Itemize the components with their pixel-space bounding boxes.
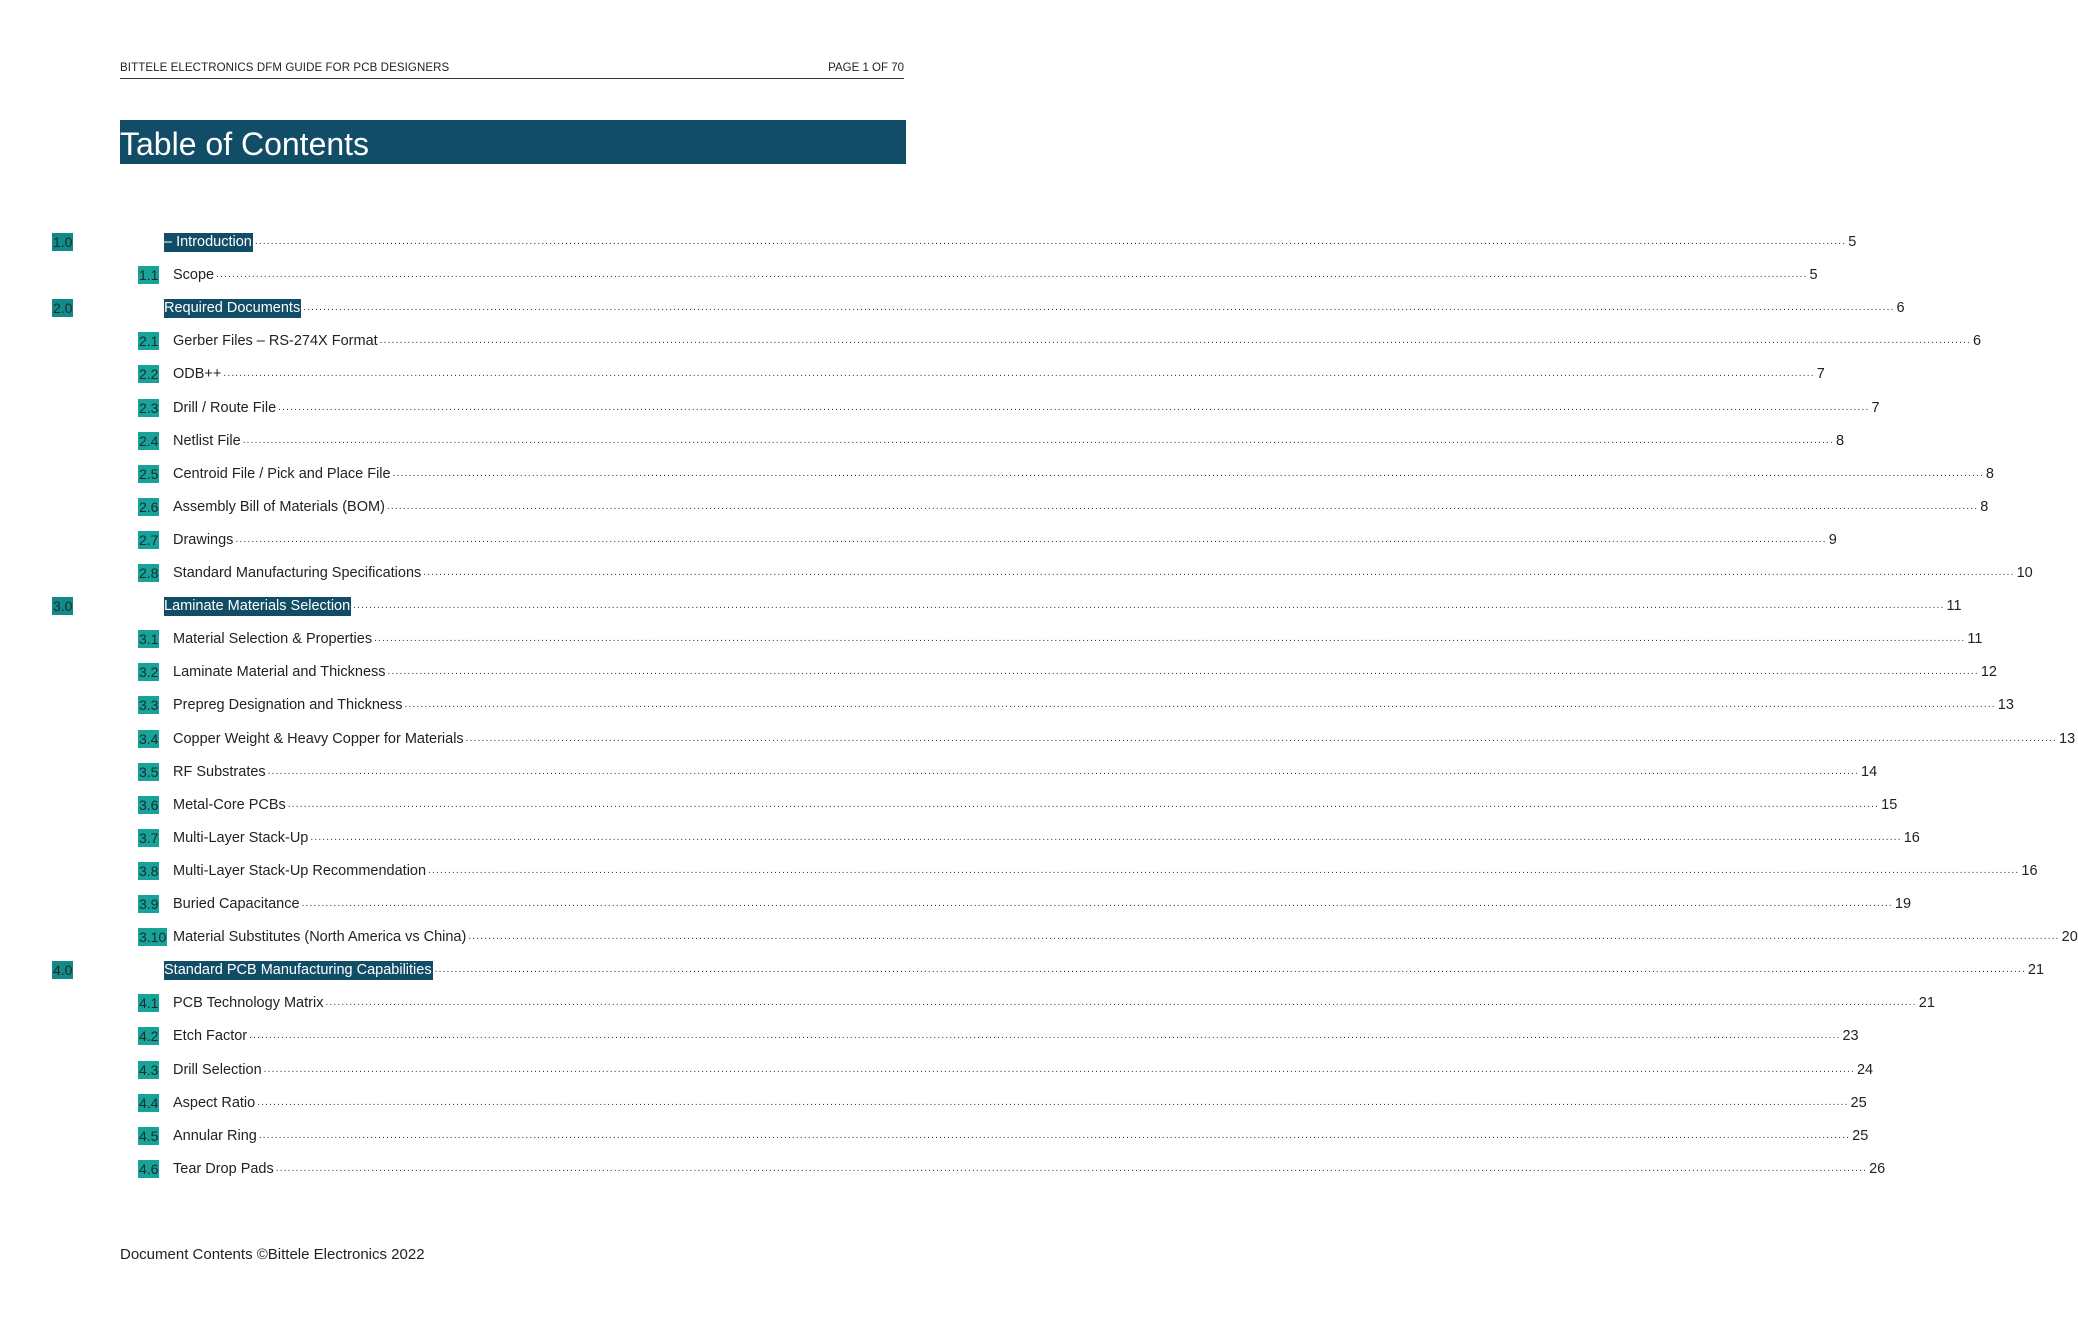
toc-entry-number: 3.3 bbox=[139, 697, 159, 714]
toc-entry[interactable] bbox=[0, 1093, 1867, 1113]
toc-entry-label[interactable]: Material Substitutes (North America vs China) bbox=[173, 929, 467, 946]
toc-entry[interactable] bbox=[0, 298, 1905, 318]
toc-entry-label[interactable]: Laminate Material and Thickness bbox=[173, 664, 386, 681]
toc-entry-label[interactable]: Metal-Core PCBs bbox=[173, 796, 286, 813]
toc-entry[interactable] bbox=[0, 960, 2045, 980]
toc-entry[interactable] bbox=[0, 1159, 1886, 1179]
toc-entry-page: 21 bbox=[2027, 962, 2045, 979]
toc-entry-page: 21 bbox=[1918, 995, 1935, 1012]
toc-entry-number: 4.2 bbox=[139, 1028, 159, 1045]
toc-entry-label[interactable]: Prepreg Designation and Thickness bbox=[173, 697, 403, 714]
toc-entry-number: 1.1 bbox=[139, 267, 159, 284]
toc-entry-page: 11 bbox=[1967, 631, 1983, 648]
toc-entry-number: 2.5 bbox=[139, 465, 159, 482]
toc-entry-label[interactable]: ODB++ bbox=[173, 366, 222, 383]
toc-entry[interactable] bbox=[0, 331, 1982, 351]
toc-entry-line[interactable] bbox=[164, 596, 1962, 616]
toc-entry-label[interactable]: Laminate Materials Selection bbox=[164, 598, 351, 615]
toc-entry[interactable] bbox=[0, 993, 1935, 1013]
toc-entry-page: 25 bbox=[1850, 1094, 1867, 1111]
toc-entry[interactable] bbox=[0, 927, 2078, 947]
toc-entry-number: 2.8 bbox=[139, 565, 159, 581]
toc-entry[interactable] bbox=[0, 795, 1898, 815]
toc-entry-line[interactable] bbox=[173, 331, 1982, 351]
toc-entry-page: 6 bbox=[1973, 333, 1982, 350]
dot-leader: ................................................................................................................................................................................................................................................................................................................................................................................................................ bbox=[434, 964, 2026, 976]
toc-entry-number: 2.7 bbox=[139, 531, 159, 548]
toc-entry-line[interactable] bbox=[173, 1126, 1869, 1146]
toc-entry-label[interactable]: Standard PCB Manufacturing Capabilities bbox=[164, 962, 432, 979]
toc-entry-label[interactable]: Drill Selection bbox=[173, 1061, 262, 1078]
toc-entry-number: 1.0 bbox=[53, 234, 73, 250]
toc-entry-line[interactable] bbox=[173, 795, 1898, 815]
dot-leader: ................................................................................................................................................................................................................................................................................................................................................................................................................ bbox=[235, 533, 1827, 545]
toc-entry-line[interactable] bbox=[173, 629, 1983, 649]
dot-leader: ................................................................................................................................................................................................................................................................................................................................................................................................................ bbox=[254, 236, 1847, 247]
toc-entry[interactable] bbox=[0, 1060, 1874, 1080]
dot-leader: ................................................................................................................................................................................................................................................................................................................................................................................................................ bbox=[278, 401, 1870, 413]
toc-entry-line[interactable] bbox=[173, 431, 1845, 451]
toc-entry-label[interactable]: Aspect Ratio bbox=[173, 1094, 256, 1111]
toc-entry-number: 3.2 bbox=[139, 664, 159, 681]
toc-entry-page: 13 bbox=[1997, 697, 2014, 714]
dot-leader: ................................................................................................................................................................................................................................................................................................................................................................................................................ bbox=[258, 1129, 1851, 1141]
toc-entry[interactable] bbox=[0, 861, 2038, 881]
toc-entry[interactable] bbox=[0, 762, 1878, 782]
toc-entry-label[interactable]: Centroid File / Pick and Place File bbox=[173, 465, 391, 482]
toc-entry-number: 2.3 bbox=[139, 399, 159, 416]
toc-entry-line[interactable] bbox=[164, 960, 2045, 980]
toc-entry-line[interactable] bbox=[173, 729, 2076, 749]
toc-entry-label[interactable]: Netlist File bbox=[173, 432, 241, 449]
toc-entry-number: 2.1 bbox=[139, 333, 159, 350]
toc-entry-line[interactable] bbox=[173, 993, 1935, 1013]
toc-entry[interactable] bbox=[0, 497, 1989, 517]
toc-entry-number: 4.6 bbox=[139, 1160, 159, 1177]
dot-leader: ................................................................................................................................................................................................................................................................................................................................................................................................................ bbox=[423, 567, 2015, 578]
toc-entry-number: 3.7 bbox=[139, 829, 159, 846]
dot-leader: ................................................................................................................................................................................................................................................................................................................................................................................................................ bbox=[303, 302, 1895, 314]
dot-leader: ................................................................................................................................................................................................................................................................................................................................................................................................................ bbox=[386, 500, 1979, 512]
toc-entry-label[interactable]: Assembly Bill of Materials (BOM) bbox=[173, 498, 385, 515]
toc-entry-label[interactable]: Multi-Layer Stack-Up Recommendation bbox=[173, 862, 427, 879]
toc-entry-line[interactable] bbox=[173, 894, 1912, 914]
dot-leader: ................................................................................................................................................................................................................................................................................................................................................................................................................ bbox=[387, 666, 1979, 678]
toc-entry[interactable] bbox=[0, 464, 1994, 484]
toc-entry-line[interactable] bbox=[173, 364, 1825, 384]
toc-entry-label[interactable]: Tear Drop Pads bbox=[173, 1160, 274, 1177]
toc-entry[interactable] bbox=[0, 563, 2033, 583]
toc-entry-page: 14 bbox=[1861, 763, 1878, 780]
toc-entry-page: 5 bbox=[1809, 267, 1818, 284]
document-title-header: BITTELE ELECTRONICS DFM GUIDE FOR PCB DESIGNERS bbox=[120, 62, 450, 74]
toc-entry[interactable] bbox=[0, 431, 1845, 451]
dot-leader: ................................................................................................................................................................................................................................................................................................................................................................................................................ bbox=[310, 831, 1902, 843]
dot-leader: ................................................................................................................................................................................................................................................................................................................................................................................................................ bbox=[257, 1096, 1849, 1108]
dot-leader: ................................................................................................................................................................................................................................................................................................................................................................................................................ bbox=[468, 931, 2060, 943]
dot-leader: ................................................................................................................................................................................................................................................................................................................................................................................................................ bbox=[353, 600, 1945, 612]
toc-entry-page: 7 bbox=[1816, 366, 1825, 383]
toc-entry-page: 20 bbox=[2061, 929, 2078, 946]
toc-entry-number: 4.0 bbox=[53, 962, 73, 979]
toc-entry-page: 7 bbox=[1871, 399, 1880, 416]
toc-entry[interactable] bbox=[0, 398, 1880, 418]
toc-entry-page: 12 bbox=[1980, 664, 1997, 681]
toc-entry-label[interactable]: Copper Weight & Heavy Copper for Materials bbox=[173, 730, 464, 747]
dot-leader: ................................................................................................................................................................................................................................................................................................................................................................................................................ bbox=[249, 1030, 1841, 1042]
toc-entry-label[interactable]: Drawings bbox=[173, 531, 234, 548]
page-number-header: PAGE 1 OF 70 bbox=[828, 62, 904, 74]
toc-entry-label[interactable]: Multi-Layer Stack-Up bbox=[173, 829, 309, 846]
toc-entry-label[interactable]: Drill / Route File bbox=[173, 399, 277, 416]
toc-entry[interactable] bbox=[0, 894, 1912, 914]
toc-entry-line[interactable] bbox=[173, 695, 2014, 715]
toc-entry-number: 3.9 bbox=[139, 896, 159, 912]
toc-entry-number: 3.6 bbox=[139, 796, 159, 813]
toc-entry-number: 2.6 bbox=[139, 498, 159, 515]
toc-entry-number: 4.4 bbox=[139, 1094, 159, 1111]
toc-entry-page: 13 bbox=[2059, 730, 2076, 747]
toc-entry[interactable] bbox=[0, 530, 1837, 550]
toc-entry-page: 9 bbox=[1828, 531, 1837, 548]
toc-entry-label[interactable]: Standard Manufacturing Specifications bbox=[173, 565, 422, 581]
toc-entry-label[interactable]: RF Substrates bbox=[173, 763, 266, 780]
toc-entry[interactable] bbox=[0, 1126, 1869, 1146]
dot-leader: ................................................................................................................................................................................................................................................................................................................................................................................................................ bbox=[275, 1162, 1868, 1174]
toc-entry[interactable] bbox=[0, 265, 1818, 285]
toc-entry[interactable] bbox=[0, 232, 1857, 252]
toc-entry-label[interactable]: Material Selection & Properties bbox=[173, 631, 373, 648]
dot-leader: ................................................................................................................................................................................................................................................................................................................................................................................................................ bbox=[263, 1063, 1855, 1075]
dot-leader: ................................................................................................................................................................................................................................................................................................................................................................................................................ bbox=[392, 467, 1984, 479]
dot-leader: ................................................................................................................................................................................................................................................................................................................................................................................................................ bbox=[404, 699, 1996, 711]
dot-leader: ................................................................................................................................................................................................................................................................................................................................................................................................................ bbox=[428, 864, 2020, 876]
toc-entry-page: 15 bbox=[1881, 796, 1898, 813]
page-footer: Document Contents ©Bittele Electronics 2022 bbox=[120, 1246, 425, 1263]
toc-entry-number: 2.2 bbox=[139, 366, 159, 383]
toc-entry-number: 3.10 bbox=[139, 929, 167, 946]
toc-entry-label[interactable]: Annular Ring bbox=[173, 1127, 257, 1144]
toc-entry-line[interactable] bbox=[173, 662, 1997, 682]
toc-entry-label[interactable]: Buried Capacitance bbox=[173, 896, 300, 912]
toc-entry[interactable] bbox=[0, 1026, 1859, 1046]
toc-entry-page: 16 bbox=[2021, 862, 2038, 879]
toc-entry[interactable] bbox=[0, 828, 1920, 848]
toc-entry-label[interactable]: Scope bbox=[173, 267, 215, 284]
toc-entry-page: 10 bbox=[2016, 565, 2033, 581]
toc-entry-line[interactable] bbox=[164, 298, 1905, 318]
toc-entry[interactable] bbox=[0, 662, 1997, 682]
toc-entry-number: 2.4 bbox=[139, 432, 159, 449]
toc-entry-page: 25 bbox=[1852, 1127, 1869, 1144]
dot-leader: ................................................................................................................................................................................................................................................................................................................................................................................................................ bbox=[287, 798, 1880, 810]
toc-entry-line[interactable] bbox=[173, 530, 1837, 550]
dot-leader: ................................................................................................................................................................................................................................................................................................................................................................................................................ bbox=[374, 633, 1966, 645]
toc-entry-page: 24 bbox=[1856, 1061, 1874, 1078]
toc-entry-line[interactable] bbox=[173, 464, 1994, 484]
toc-entry-line[interactable] bbox=[173, 1093, 1867, 1113]
toc-entry-line[interactable] bbox=[173, 762, 1878, 782]
toc-entry-line[interactable] bbox=[173, 1026, 1859, 1046]
toc-entry-line[interactable] bbox=[173, 1060, 1874, 1080]
toc-entry-label[interactable]: PCB Technology Matrix bbox=[173, 995, 324, 1012]
toc-entry-page: 5 bbox=[1848, 234, 1857, 250]
toc-entry-page: 26 bbox=[1869, 1160, 1886, 1177]
toc-entry-page: 23 bbox=[1842, 1028, 1859, 1045]
dot-leader: ................................................................................................................................................................................................................................................................................................................................................................................................................ bbox=[216, 269, 1808, 281]
dot-leader: ................................................................................................................................................................................................................................................................................................................................................................................................................ bbox=[465, 732, 2057, 744]
toc-entry-line[interactable] bbox=[173, 927, 2078, 947]
toc-entry-page: 6 bbox=[1896, 300, 1905, 317]
toc-entry-number: 3.8 bbox=[139, 862, 159, 879]
toc-entry-line[interactable] bbox=[164, 232, 1857, 252]
toc-entry-line[interactable] bbox=[173, 1159, 1886, 1179]
dot-leader: ................................................................................................................................................................................................................................................................................................................................................................................................................ bbox=[242, 434, 1835, 446]
toc-entry[interactable] bbox=[0, 596, 1962, 616]
dot-leader: ................................................................................................................................................................................................................................................................................................................................................................................................................ bbox=[301, 898, 1893, 909]
toc-entry[interactable] bbox=[0, 695, 2014, 715]
toc-entry-number: 4.1 bbox=[139, 995, 159, 1012]
toc-entry-number: 4.5 bbox=[139, 1127, 159, 1144]
dot-leader: ................................................................................................................................................................................................................................................................................................................................................................................................................ bbox=[223, 368, 1815, 380]
toc-entry-number: 3.4 bbox=[139, 730, 159, 747]
toc-entry-number: 3.5 bbox=[139, 763, 159, 780]
toc-entry[interactable] bbox=[0, 629, 1983, 649]
toc-entry-line[interactable] bbox=[173, 828, 1920, 848]
toc-entry-page: 19 bbox=[1894, 896, 1912, 912]
toc-entry-number: 3.1 bbox=[139, 631, 159, 648]
page-header bbox=[120, 62, 904, 79]
dot-leader: ................................................................................................................................................................................................................................................................................................................................................................................................................ bbox=[379, 335, 1972, 347]
toc-entry-label[interactable]: Required Documents bbox=[164, 300, 301, 317]
toc-entry-line[interactable] bbox=[173, 497, 1989, 517]
toc-entry-number: 3.0 bbox=[53, 598, 73, 615]
toc-entry-line[interactable] bbox=[173, 265, 1818, 285]
toc-entry-label[interactable]: Etch Factor bbox=[173, 1028, 248, 1045]
toc-entry-page: 8 bbox=[1985, 465, 1994, 482]
toc-entry[interactable] bbox=[0, 729, 2076, 749]
dot-leader: ................................................................................................................................................................................................................................................................................................................................................................................................................ bbox=[325, 997, 1917, 1009]
toc-title-banner bbox=[120, 120, 906, 164]
toc-entry-number: 4.3 bbox=[139, 1061, 159, 1078]
toc-entry-page: 16 bbox=[1903, 829, 1920, 846]
toc-entry-label[interactable]: – Introduction bbox=[164, 234, 252, 250]
dot-leader: ................................................................................................................................................................................................................................................................................................................................................................................................................ bbox=[267, 765, 1859, 777]
toc-entry-line[interactable] bbox=[173, 563, 2033, 583]
toc-entry-label[interactable]: Gerber Files – RS-274X Format bbox=[173, 333, 378, 350]
toc-entry-line[interactable] bbox=[173, 398, 1880, 418]
toc-entry-page: 8 bbox=[1836, 432, 1845, 449]
toc-entry-page: 8 bbox=[1980, 498, 1989, 515]
toc-entry[interactable] bbox=[0, 364, 1825, 384]
page-title: Table of Contents bbox=[120, 126, 370, 162]
toc-entry-number: 2.0 bbox=[53, 300, 73, 317]
toc-entry-page: 11 bbox=[1946, 598, 1962, 615]
toc-entry-line[interactable] bbox=[173, 861, 2038, 881]
